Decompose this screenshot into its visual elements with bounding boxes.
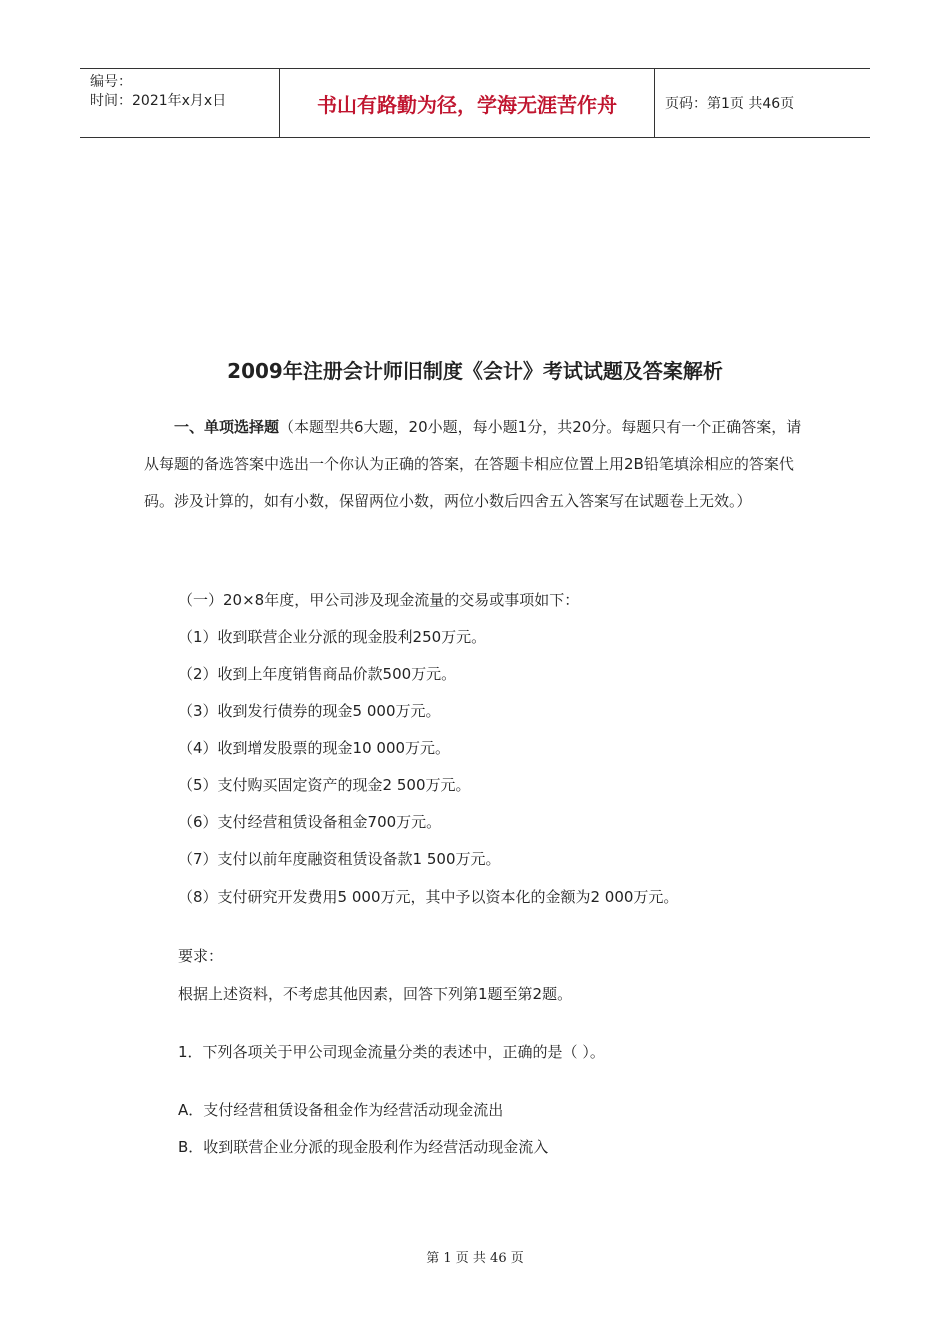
- requirement-label: 要求：: [178, 947, 224, 965]
- requirement-text: 根据上述资料，不考虑其他因素，回答下列第1题至第2题。: [178, 985, 573, 1003]
- case-item: （7）支付以前年度融资租赁设备款1 500万元。: [178, 850, 501, 868]
- number-label: 编号：: [90, 74, 132, 90]
- section-instructions: （本题型共6大题，20小题，每小题1分，共20分。每题只有一个正确答案，请从每题的备选答案中选出一个你认为正确的答案，在答题卡相应位置上用2B铅笔填涂相应的答案代码。涉及计算的，如有小数，保留两位小数，两位小数后四舍五入答案写在试题卷上无效。）: [144, 418, 802, 510]
- case-item: （1）收到联营企业分派的现金股利250万元。: [178, 628, 487, 646]
- case-item: （2）收到上年度销售商品价款500万元。: [178, 665, 457, 683]
- case-item: （6）支付经营租赁设备租金700万元。: [178, 813, 442, 831]
- question-stem: 1．下列各项关于甲公司现金流量分类的表述中，正确的是（ ）。: [178, 1043, 605, 1061]
- section-heading: 一、单项选择题: [174, 418, 280, 436]
- header-page-code: 页码：第1页 共46页: [665, 96, 795, 112]
- time-label: 时间：2021年x月x日: [90, 93, 227, 109]
- section-intro: [144, 409, 806, 520]
- case-item: （4）收到增发股票的现金10 000万元。: [178, 739, 451, 757]
- case-intro: （一）20×8年度，甲公司涉及现金流量的交易或事项如下：: [178, 591, 580, 609]
- question-option-a: A．支付经营租赁设备租金作为经营活动现金流出: [178, 1101, 504, 1119]
- page-footer: 第 1 页 共 46 页: [426, 1251, 524, 1266]
- document-title: 2009年注册会计师旧制度《会计》考试试题及答案解析: [227, 359, 723, 383]
- case-item: （8）支付研究开发费用5 000万元，其中予以资本化的金额为2 000万元。: [178, 888, 679, 906]
- header-meta: [80, 69, 280, 137]
- page-header: [80, 68, 870, 138]
- question-option-b: B．收到联营企业分派的现金股利作为经营活动现金流入: [178, 1138, 549, 1156]
- header-motto: 书山有路勤为径，学海无涯苦作舟: [280, 69, 655, 137]
- case-item: （5）支付购买固定资产的现金2 500万元。: [178, 776, 471, 794]
- case-item: （3）收到发行债券的现金5 000万元。: [178, 702, 441, 720]
